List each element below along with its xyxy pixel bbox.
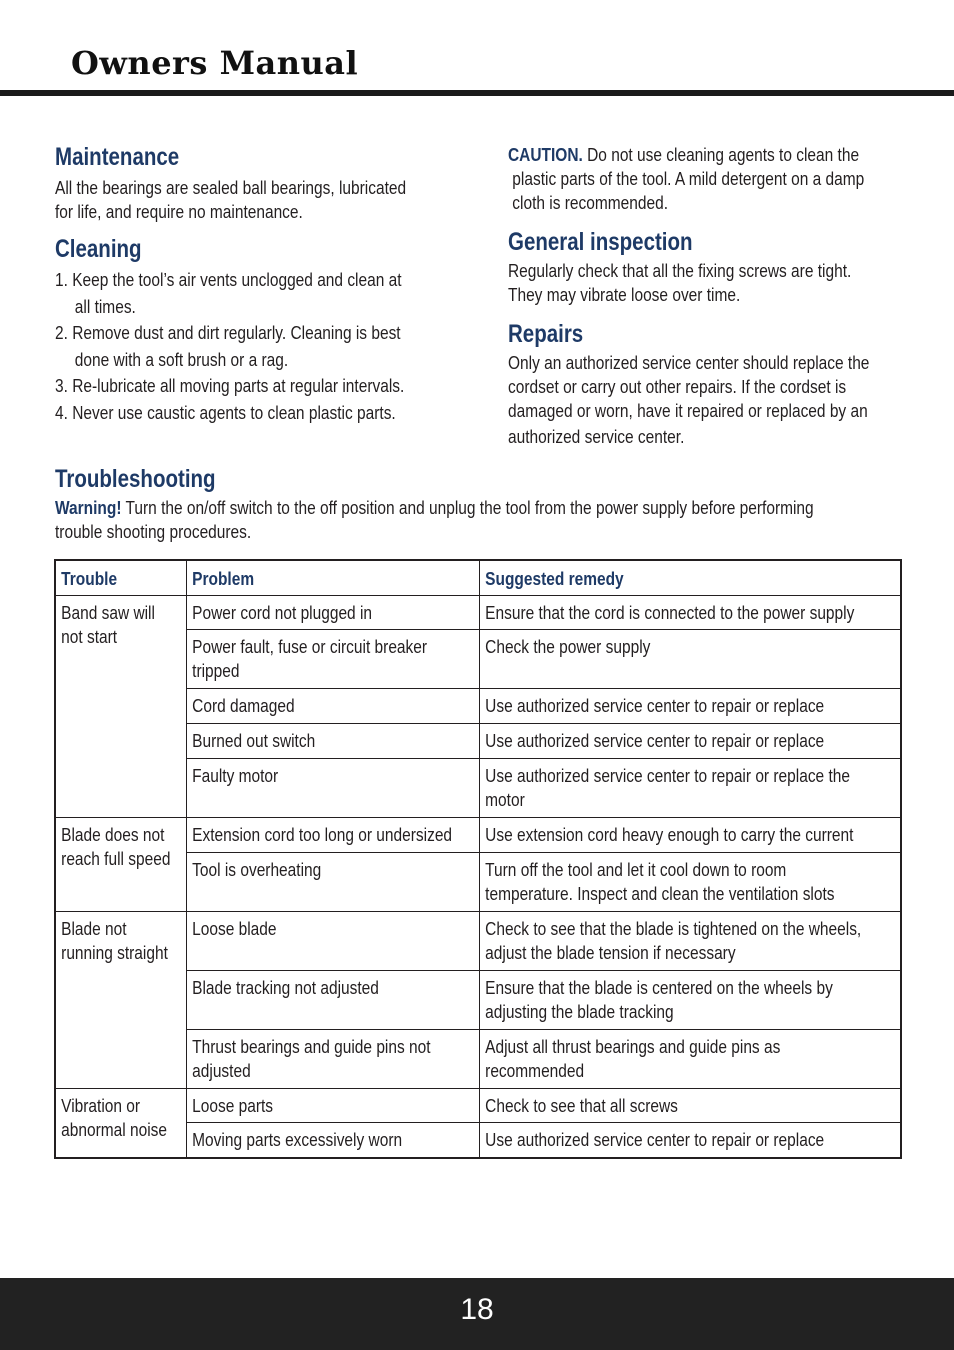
problem-cell-line: Loose parts bbox=[191, 1096, 273, 1116]
remedy-cell-line: Ensure that the cord is connected to the power supply bbox=[484, 603, 854, 623]
caution-line: plastic parts of the tool. A mild detergent on a damp bbox=[512, 169, 865, 189]
cleaning-heading: Cleaning bbox=[55, 235, 142, 263]
remedy-cell bbox=[479, 759, 901, 818]
remedy-cell-line: Check to see that all screws bbox=[484, 1096, 678, 1116]
repairs-line: authorized service center. bbox=[508, 427, 685, 447]
table-row bbox=[55, 596, 901, 630]
remedy-cell bbox=[479, 596, 901, 630]
remedy-cell bbox=[479, 818, 901, 853]
trouble-cell-line: not start bbox=[61, 627, 118, 647]
problem-cell-line: tripped bbox=[191, 661, 240, 681]
remedy-cell bbox=[479, 1089, 901, 1123]
remedy-cell bbox=[479, 1030, 901, 1089]
problem-cell bbox=[186, 1123, 479, 1158]
maintenance-line: All the bearings are sealed ball bearings, lubricated bbox=[55, 178, 407, 198]
troubleshooting-heading: Troubleshooting bbox=[55, 465, 216, 493]
problem-cell bbox=[186, 853, 479, 912]
remedy-cell-line: Ensure that the blade is centered on the wheels by bbox=[484, 978, 833, 998]
remedy-cell-line: Use authorized service center to repair or replace bbox=[484, 731, 824, 751]
column-header: Trouble bbox=[55, 560, 186, 596]
remedy-cell bbox=[479, 630, 901, 689]
remedy-cell bbox=[479, 853, 901, 912]
maintenance-line: for life, and require no maintenance. bbox=[55, 202, 303, 222]
remedy-cell-line: adjust the blade tension if necessary bbox=[484, 943, 736, 963]
remedy-cell-line: Use authorized service center to repair or replace bbox=[484, 696, 824, 716]
problem-cell bbox=[186, 759, 479, 818]
remedy-cell-line: Check the power supply bbox=[484, 637, 650, 657]
caution-line: CAUTION. Do not use cleaning agents to clean the bbox=[508, 145, 860, 165]
list-item: 3. Re-lubricate all moving parts at regular intervals. bbox=[55, 376, 405, 396]
remedy-cell-line: Adjust all thrust bearings and guide pins as bbox=[484, 1037, 780, 1057]
caution-line: cloth is recommended. bbox=[512, 193, 669, 213]
trouble-cell-line: Vibration or bbox=[61, 1096, 141, 1116]
trouble-cell bbox=[55, 1089, 186, 1158]
trouble-cell-line: running straight bbox=[61, 943, 168, 963]
list-item: 2. Remove dust and dirt regularly. Cleaning is best done with a soft brush or a rag. bbox=[55, 323, 401, 370]
troubleshooting-table bbox=[54, 559, 902, 1159]
repairs-heading: Repairs bbox=[508, 320, 584, 348]
warning-line: trouble shooting procedures. bbox=[55, 522, 252, 542]
remedy-cell-line: Turn off the tool and let it cool down to room bbox=[484, 860, 786, 880]
remedy-cell-line: adjusting the blade tracking bbox=[484, 1002, 674, 1022]
problem-cell bbox=[186, 596, 479, 630]
problem-cell-line: Moving parts excessively worn bbox=[191, 1130, 402, 1150]
remedy-cell bbox=[479, 689, 901, 724]
problem-cell bbox=[186, 1089, 479, 1123]
problem-cell-line: Loose blade bbox=[191, 919, 277, 939]
remedy-cell-line: Check to see that the blade is tightened on the wheels, bbox=[484, 919, 861, 939]
problem-cell-line: Blade tracking not adjusted bbox=[191, 978, 379, 998]
inspection-line: They may vibrate loose over time. bbox=[508, 285, 741, 305]
problem-cell-line: adjusted bbox=[191, 1061, 251, 1081]
page-number: 18 bbox=[460, 1293, 494, 1326]
remedy-cell-line: temperature. Inspect and clean the ventilation slots bbox=[484, 884, 835, 904]
trouble-cell-line: abnormal noise bbox=[61, 1120, 168, 1140]
problem-cell bbox=[186, 630, 479, 689]
problem-cell-line: Power cord not plugged in bbox=[191, 603, 372, 623]
table-body bbox=[55, 596, 901, 1158]
cleaning-list bbox=[55, 267, 455, 426]
maintenance-text bbox=[55, 176, 455, 224]
problem-cell bbox=[186, 1030, 479, 1089]
warning-label: Warning! bbox=[55, 498, 122, 518]
general-inspection-heading: General inspection bbox=[508, 228, 693, 256]
repairs-line: Only an authorized service center should replace the bbox=[508, 353, 870, 373]
remedy-cell-line: motor bbox=[484, 790, 525, 810]
remedy-cell bbox=[479, 724, 901, 759]
warning-line: Warning! Turn the on/off switch to the off position and unplug the tool from the power supply before performing bbox=[55, 498, 814, 518]
maintenance-heading: Maintenance bbox=[55, 143, 180, 171]
trouble-cell bbox=[55, 818, 186, 912]
problem-cell-line: Thrust bearings and guide pins not bbox=[191, 1037, 431, 1057]
trouble-cell-line: Blade does not bbox=[61, 825, 165, 845]
remedy-cell-line: Use authorized service center to repair or replace bbox=[484, 1130, 824, 1150]
list-item: 1. Keep the tool’s air vents unclogged and clean at all times. bbox=[55, 270, 402, 317]
column-header: Suggested remedy bbox=[479, 560, 901, 596]
table-row bbox=[55, 818, 901, 853]
problem-cell bbox=[186, 818, 479, 853]
trouble-cell-line: Band saw will bbox=[61, 603, 155, 623]
remedy-cell bbox=[479, 912, 901, 971]
problem-cell-line: Cord damaged bbox=[191, 696, 295, 716]
column-header: Problem bbox=[186, 560, 479, 596]
troubleshooting-section bbox=[55, 462, 954, 544]
trouble-cell-line: Blade not bbox=[61, 919, 127, 939]
table-row bbox=[55, 912, 901, 971]
problem-cell-line: Faulty motor bbox=[191, 766, 278, 786]
inspection-line: Regularly check that all the fixing screws are tight. bbox=[508, 261, 852, 281]
problem-cell-line: Burned out switch bbox=[191, 731, 315, 751]
general-inspection-text bbox=[508, 259, 918, 307]
table-row bbox=[55, 1089, 901, 1123]
table-header-row bbox=[55, 560, 901, 596]
problem-cell bbox=[186, 971, 479, 1030]
problem-cell-line: Power fault, fuse or circuit breaker bbox=[191, 637, 427, 657]
remedy-cell-line: Use extension cord heavy enough to carry the current bbox=[484, 825, 853, 845]
right-column bbox=[508, 140, 918, 449]
page-title: Owners Manual bbox=[71, 44, 359, 82]
problem-cell bbox=[186, 912, 479, 971]
header-rule bbox=[0, 90, 954, 96]
problem-cell bbox=[186, 724, 479, 759]
problem-cell-line: Tool is overheating bbox=[191, 860, 321, 880]
remedy-cell bbox=[479, 971, 901, 1030]
left-column bbox=[55, 140, 455, 426]
repairs-line: cordset or carry out other repairs. If the cordset is bbox=[508, 377, 847, 397]
caution-label: CAUTION. bbox=[508, 145, 583, 165]
repairs-line: damaged or worn, have it repaired or replaced by an bbox=[508, 401, 868, 421]
trouble-cell bbox=[55, 912, 186, 1089]
repairs-text bbox=[508, 351, 918, 449]
remedy-cell-line: recommended bbox=[484, 1061, 584, 1081]
list-item: 4. Never use caustic agents to clean plastic parts. bbox=[55, 402, 396, 423]
problem-cell bbox=[186, 689, 479, 724]
remedy-cell-line: Use authorized service center to repair or replace the bbox=[484, 766, 850, 786]
caution-text bbox=[508, 143, 918, 215]
trouble-cell bbox=[55, 596, 186, 818]
problem-cell-line: Extension cord too long or undersized bbox=[191, 825, 452, 845]
remedy-cell bbox=[479, 1123, 901, 1158]
trouble-cell-line: reach full speed bbox=[61, 849, 171, 869]
